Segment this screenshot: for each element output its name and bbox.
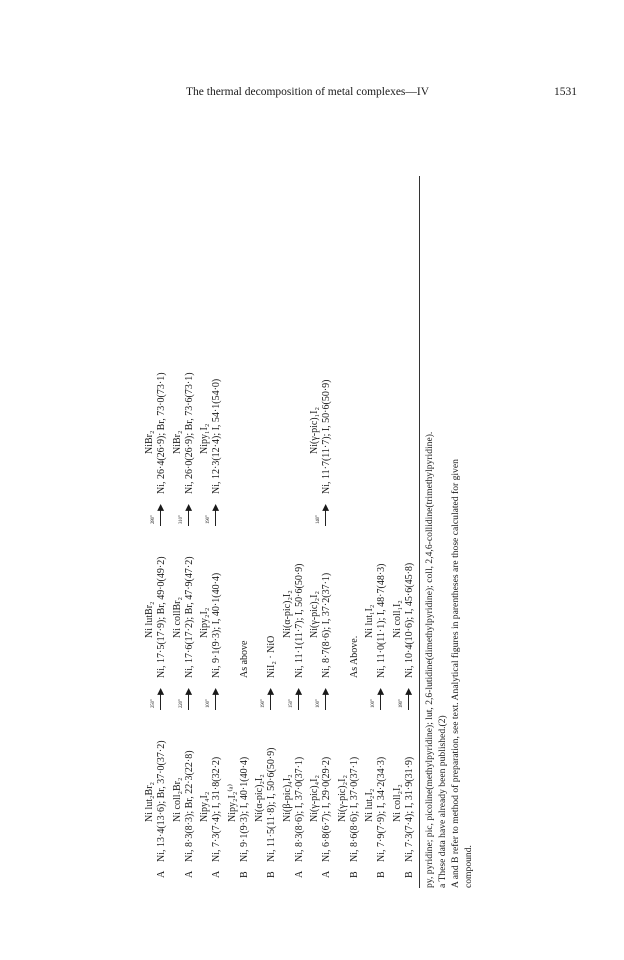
arrow-head-icon: ▶	[402, 688, 413, 695]
analysis-values: As Above.	[348, 635, 360, 678]
compound-formula: Ni(γ-pic)₂I₂	[336, 775, 348, 822]
analysis-values: Ni, 12·3(12·4); I, 54·1(54·0)	[211, 378, 222, 494]
method-label: B	[348, 871, 360, 878]
method-label: A	[321, 870, 332, 878]
footnote-methods-cont: compound.	[463, 845, 474, 888]
compound-formula: Ni lutBr₂	[144, 601, 155, 638]
rotated-table	[138, 176, 478, 888]
analysis-values: Ni, 9·1(9·3); I, 40·1(40·4)	[238, 756, 250, 862]
method-label: B	[266, 871, 277, 878]
table-row	[335, 176, 363, 888]
method-label: A	[293, 870, 305, 878]
analysis-values: Ni, 13·4(13·6); Br, 37·0(37·2)	[156, 740, 167, 862]
arrow-temperature: 180°	[398, 699, 404, 708]
analysis-values: Ni, 8·3(8·3); Br, 22·3(22·8)	[183, 750, 195, 862]
analysis-values: Ni, 7·3(7·4); I, 31·8(32·2)	[211, 756, 222, 862]
arrow-temperature: 250°	[151, 699, 156, 708]
analysis-values: Ni, 11·1(11·7); I, 50·6(50·9)	[293, 563, 305, 678]
compound-formula: Nipy₁I₂	[199, 423, 210, 454]
arrow-head-icon: ▶	[320, 688, 330, 695]
analysis-values: Ni, 9·1(9·3); I, 40·1(40·4)	[211, 572, 222, 678]
compound-formula: Ni(α-pic)₂I₂	[254, 774, 265, 822]
page-header	[0, 86, 624, 106]
arrow-head-icon: ▶	[182, 688, 193, 695]
compound-formula: Ni coll₂I₂	[391, 784, 403, 822]
compound-formula: NiBr₂	[144, 430, 155, 454]
arrow-head-icon: ▶	[375, 688, 385, 695]
arrow-head-icon: ▶	[182, 504, 193, 511]
arrow-temperature: 100°	[316, 699, 321, 708]
table-row	[307, 176, 335, 888]
arrow-temperature: 100°	[206, 699, 211, 708]
arrow-head-icon: ▶	[320, 504, 330, 511]
footnote-published: a These data have already been published.(2)	[437, 715, 448, 888]
compound-formula: Ni lut₂Br₂	[144, 781, 155, 822]
table-row	[280, 176, 308, 888]
analysis-values: Ni, 11·7(11·7); I, 50·6(50·9)	[321, 379, 332, 494]
compound-formula: Ni(γ-pic)₄I₂	[309, 775, 320, 822]
arrow-temperature: 150°	[288, 699, 294, 708]
compound-formula: Ni(γ-pic)₁I₂	[309, 407, 320, 454]
method-label: A	[156, 870, 167, 878]
reaction-arrow	[371, 688, 386, 710]
compound-formula: Ni(β-pic)₄I₂	[281, 774, 293, 822]
analysis-values: Ni, 11·0(11·1); I, 48·7(48·3)	[376, 563, 387, 678]
arrow-head-icon: ▶	[210, 504, 220, 511]
arrow-temperature: 140°	[316, 515, 321, 524]
analysis-values: As above	[238, 640, 250, 678]
table-row	[390, 176, 418, 888]
table-rule	[419, 176, 420, 888]
arrow-temperature: 310°	[178, 515, 184, 524]
arrow-head-icon: ▶	[265, 688, 275, 695]
footnote-methods: A and B refer to method of preparation, see text. Analytical figures in parentheses are those calculated for given	[450, 459, 461, 888]
table-row	[362, 176, 390, 888]
method-label: B	[403, 871, 415, 878]
page-number: 1531	[554, 86, 577, 98]
analysis-values: NiI₂ · NiO	[266, 635, 277, 678]
compound-formula: Nipy₂I₂⁽ᵃ⁾	[226, 784, 238, 822]
compound-formula: Ni coll₂Br₂	[171, 777, 183, 822]
arrow-head-icon: ▶	[155, 504, 165, 511]
arrow-temperature: 190°	[206, 515, 211, 524]
footnotes	[423, 176, 475, 888]
table-row	[170, 176, 198, 888]
reaction-arrow	[261, 688, 276, 710]
compound-formula: Ni(α-pic)₂I₂	[281, 590, 293, 638]
arrow-temperature: 280°	[151, 515, 156, 524]
analysis-values: Ni, 8·7(8·6); I, 37·2(37·1)	[321, 572, 332, 678]
method-label: A	[211, 870, 222, 878]
analysis-values: Ni, 17·5(17·9); Br, 49·0(49·2)	[156, 556, 167, 678]
analysis-values: Ni, 26·4(26·9); Br, 73·0(73·1)	[156, 372, 167, 494]
footnote-abbreviations: py, pyridine; pic, picoline(methylpyridine); lut, 2,6-lutidine(dimethylpyridine); coll, 2,4,6-collidine(trimethylpyridine).	[424, 431, 435, 888]
table-row	[225, 176, 253, 888]
arrow-temperature: 220°	[178, 699, 184, 708]
arrow-head-icon: ▶	[210, 688, 220, 695]
reaction-arrow	[151, 504, 166, 526]
reaction-arrow	[316, 688, 331, 710]
compound-formula: Ni lut₂I₂	[364, 788, 375, 822]
reaction-arrow	[288, 688, 304, 710]
reaction-arrow	[178, 688, 194, 710]
reaction-arrow	[206, 504, 221, 526]
analysis-values: Ni, 7·9(7·9); I, 34·2(34·3)	[376, 756, 387, 862]
arrow-head-icon: ▶	[292, 688, 303, 695]
analysis-values: Ni, 8·3(8·6); I, 37·0(37·1)	[293, 756, 305, 862]
analysis-values: Ni, 26·0(26·9); Br, 73·6(73·1)	[183, 372, 195, 494]
table-row	[142, 176, 170, 888]
compound-formula: NiBr₂	[171, 430, 183, 454]
method-label: B	[238, 871, 250, 878]
running-title: The thermal decomposition of metal complexes—IV	[186, 86, 430, 98]
analysis-values: Ni, 6·8(6·7); I, 29·0(29·2)	[321, 756, 332, 862]
analysis-values: Ni, 11·5(11·8); I, 50·6(50·9)	[266, 747, 277, 862]
analysis-values: Ni, 17·6(17·2); Br, 47·9(47·2)	[183, 556, 195, 678]
method-label: B	[376, 871, 387, 878]
compound-formula: Nipy₄I₂	[199, 791, 210, 822]
arrow-temperature: 100°	[371, 699, 376, 708]
arrow-head-icon: ▶	[155, 688, 165, 695]
compound-formula: Ni lut₁I₂	[364, 604, 375, 638]
compound-formula: Ni(γ-pic)₂I₂	[309, 591, 320, 638]
reaction-arrow	[151, 688, 166, 710]
compound-formula: Ni collBr₂	[171, 597, 183, 638]
reaction-arrow	[316, 504, 331, 526]
reaction-arrow	[178, 504, 194, 526]
compound-formula: Nipy₂I₂	[199, 607, 210, 638]
method-label: A	[183, 870, 195, 878]
reaction-arrow	[398, 688, 414, 710]
reaction-arrow	[206, 688, 221, 710]
table-row	[197, 176, 225, 888]
analysis-values: Ni, 7·3(7·4); I, 31·9(31·9)	[403, 756, 415, 862]
compound-formula: Ni coll₁I₂	[391, 600, 403, 638]
table-row	[252, 176, 280, 888]
analysis-values: Ni, 10·4(10·6); I, 45·6(45·8)	[403, 562, 415, 678]
analysis-values: Ni, 8·6(8·6); I, 37·0(37·1)	[348, 756, 360, 862]
arrow-temperature: 190°	[261, 699, 266, 708]
